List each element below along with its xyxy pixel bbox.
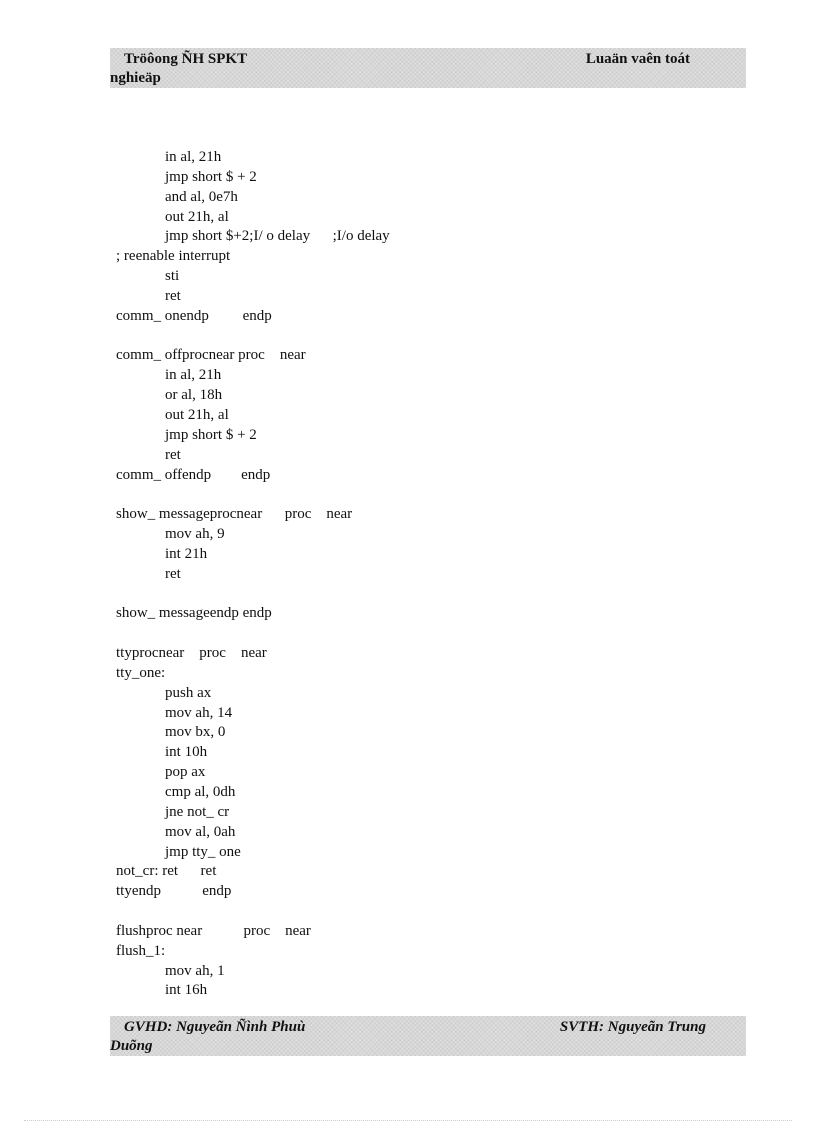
code-line: tty_one:: [116, 664, 166, 681]
code-line: jmp short $+2;I/ o delay ;I/o delay: [165, 228, 390, 245]
header-thesis-title: Luaän vaên toát: [585, 51, 690, 67]
code-line: flush_1:: [116, 942, 166, 959]
page-footer: [110, 1016, 746, 1056]
footer-advisor: GVHD: Nguyeãn Ñình Phuù: [124, 1019, 306, 1035]
code-line: show_ messageendp endp: [116, 605, 272, 622]
code-line: sti: [165, 268, 180, 285]
code-line: flushproc near proc near: [116, 922, 311, 939]
code-line: out 21h, al: [165, 406, 229, 423]
code-line: jmp short $ + 2: [165, 426, 257, 443]
code-line: not_cr: ret ret: [116, 863, 217, 880]
code-line: cmp al, 0dh: [165, 784, 236, 800]
code-line: jmp short $ + 2: [165, 168, 257, 185]
code-line: mov ah, 9: [165, 526, 225, 543]
code-line: or al, 18h: [165, 387, 223, 404]
code-line: and al, 0e7h: [165, 188, 238, 205]
code-line: int 10h: [165, 744, 208, 761]
code-line: ; reenable interrupt: [116, 248, 231, 265]
code-line: mov ah, 14: [165, 704, 233, 721]
code-blank-line: [116, 327, 716, 347]
code-line: mov ah, 1: [165, 962, 225, 979]
code-listing: [116, 148, 716, 1001]
code-line: out 21h, al: [165, 208, 229, 225]
code-blank-line: [116, 624, 716, 644]
page-edge-divider: [24, 1120, 792, 1121]
code-line: in al, 21h: [165, 149, 222, 165]
footer-student-continuation: Duõng: [110, 1038, 153, 1054]
code-line: jne not_ cr: [165, 803, 230, 820]
code-line: ret: [165, 287, 181, 304]
code-line: pop ax: [165, 764, 206, 781]
code-line: int 21h: [165, 545, 208, 562]
footer-student: SVTH: Nguyeãn Trung: [559, 1019, 706, 1035]
code-line: mov bx, 0: [165, 724, 226, 741]
page-header: [110, 48, 746, 88]
header-thesis-title-continuation: nghieäp: [110, 70, 161, 86]
code-line: in al, 21h: [165, 367, 222, 384]
code-line: show_ messageprocnear proc near: [116, 506, 353, 523]
code-line: ttyendp endp: [116, 883, 232, 900]
code-line: jmp tty_ one: [165, 843, 241, 860]
code-blank-line: [116, 585, 716, 605]
header-school-name: Tröôong ÑH SPKT: [124, 51, 248, 67]
code-line: mov al, 0ah: [165, 823, 236, 840]
code-line: ttyprocnear proc near: [116, 645, 267, 662]
code-line: ret: [165, 446, 181, 463]
code-blank-line: [116, 902, 716, 922]
code-blank-line: [116, 485, 716, 505]
code-line: ret: [165, 565, 181, 582]
code-line: push ax: [165, 684, 212, 701]
code-line: comm_ offendp endp: [116, 466, 271, 483]
code-line: comm_ onendp endp: [116, 307, 272, 324]
code-line: int 16h: [165, 982, 208, 999]
code-line: comm_ offprocnear proc near: [116, 347, 306, 364]
